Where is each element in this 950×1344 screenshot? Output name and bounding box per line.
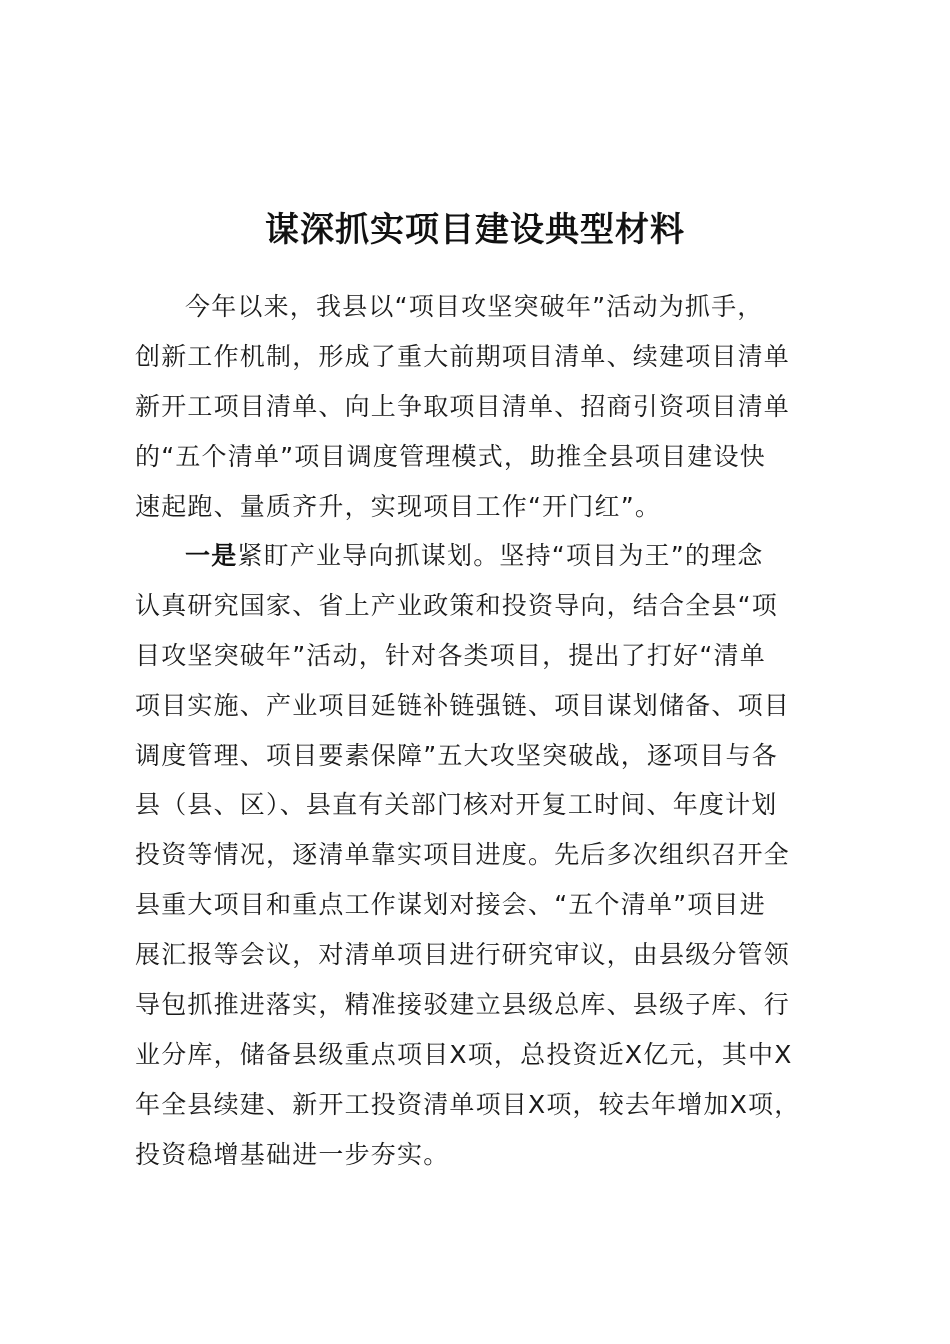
- paragraph-first-line: [135, 531, 825, 581]
- paragraph-line: 导包抓推进落实，精准接驳建立县级总库、县级子库、行: [135, 990, 791, 1020]
- lead-phrase: 一是: [185, 541, 238, 570]
- paragraph-line: 展汇报等会议，对清单项目进行研究审议，由县级分管领: [135, 940, 791, 970]
- paragraph-line: 县（县、区）、县直有关部门核对开复工时间、年度计划: [135, 790, 778, 820]
- paragraph-line: 县重大项目和重点工作谋划对接会、“五个清单”项目进: [135, 890, 766, 920]
- paragraph-line: 目攻坚突破年”活动，针对各类项目，提出了打好“清单: [135, 640, 766, 670]
- paragraph-line: 年全县续建、新开工投资清单项目X项，较去年增加X项，: [135, 1089, 801, 1119]
- paragraph-line: 认真研究国家、省上产业政策和投资导向，结合全县“项: [135, 590, 778, 620]
- paragraph-line: 调度管理、项目要素保障”五大攻坚突破战，逐项目与各: [135, 740, 778, 770]
- paragraph-line: 速起跑、量质齐升，实现项目工作“开门红”。: [135, 491, 662, 521]
- paragraph-line: 创新工作机制，形成了重大前期项目清单、续建项目清单: [135, 341, 791, 371]
- paragraph-line: 新开工项目清单、向上争取项目清单、招商引资项目清单: [135, 391, 791, 421]
- paragraph-intro: [135, 282, 825, 531]
- paragraph-line: 的“五个清单”项目调度管理模式，助推全县项目建设快: [135, 441, 766, 471]
- paragraph-line: 今年以来，我县以“项目攻坚突破年”活动为抓手，: [185, 292, 764, 321]
- paragraph-line: 投资稳增基础进一步夯实。: [135, 1139, 450, 1169]
- paragraph-point-one: [135, 531, 825, 1180]
- paragraph-line: 业分库，储备县级重点项目X项，总投资近X亿元，其中X: [135, 1039, 793, 1069]
- first-line-text: 紧盯产业导向抓谋划。坚持“项目为王”的理念: [237, 541, 764, 570]
- paragraph-line: 项目实施、产业项目延链补链强链、项目谋划储备、项目: [135, 690, 791, 720]
- document-title: 谋深抓实项目建设典型材料: [265, 210, 685, 250]
- paragraph-line: 投资等情况，逐清单靠实项目进度。先后多次组织召开全: [135, 840, 791, 870]
